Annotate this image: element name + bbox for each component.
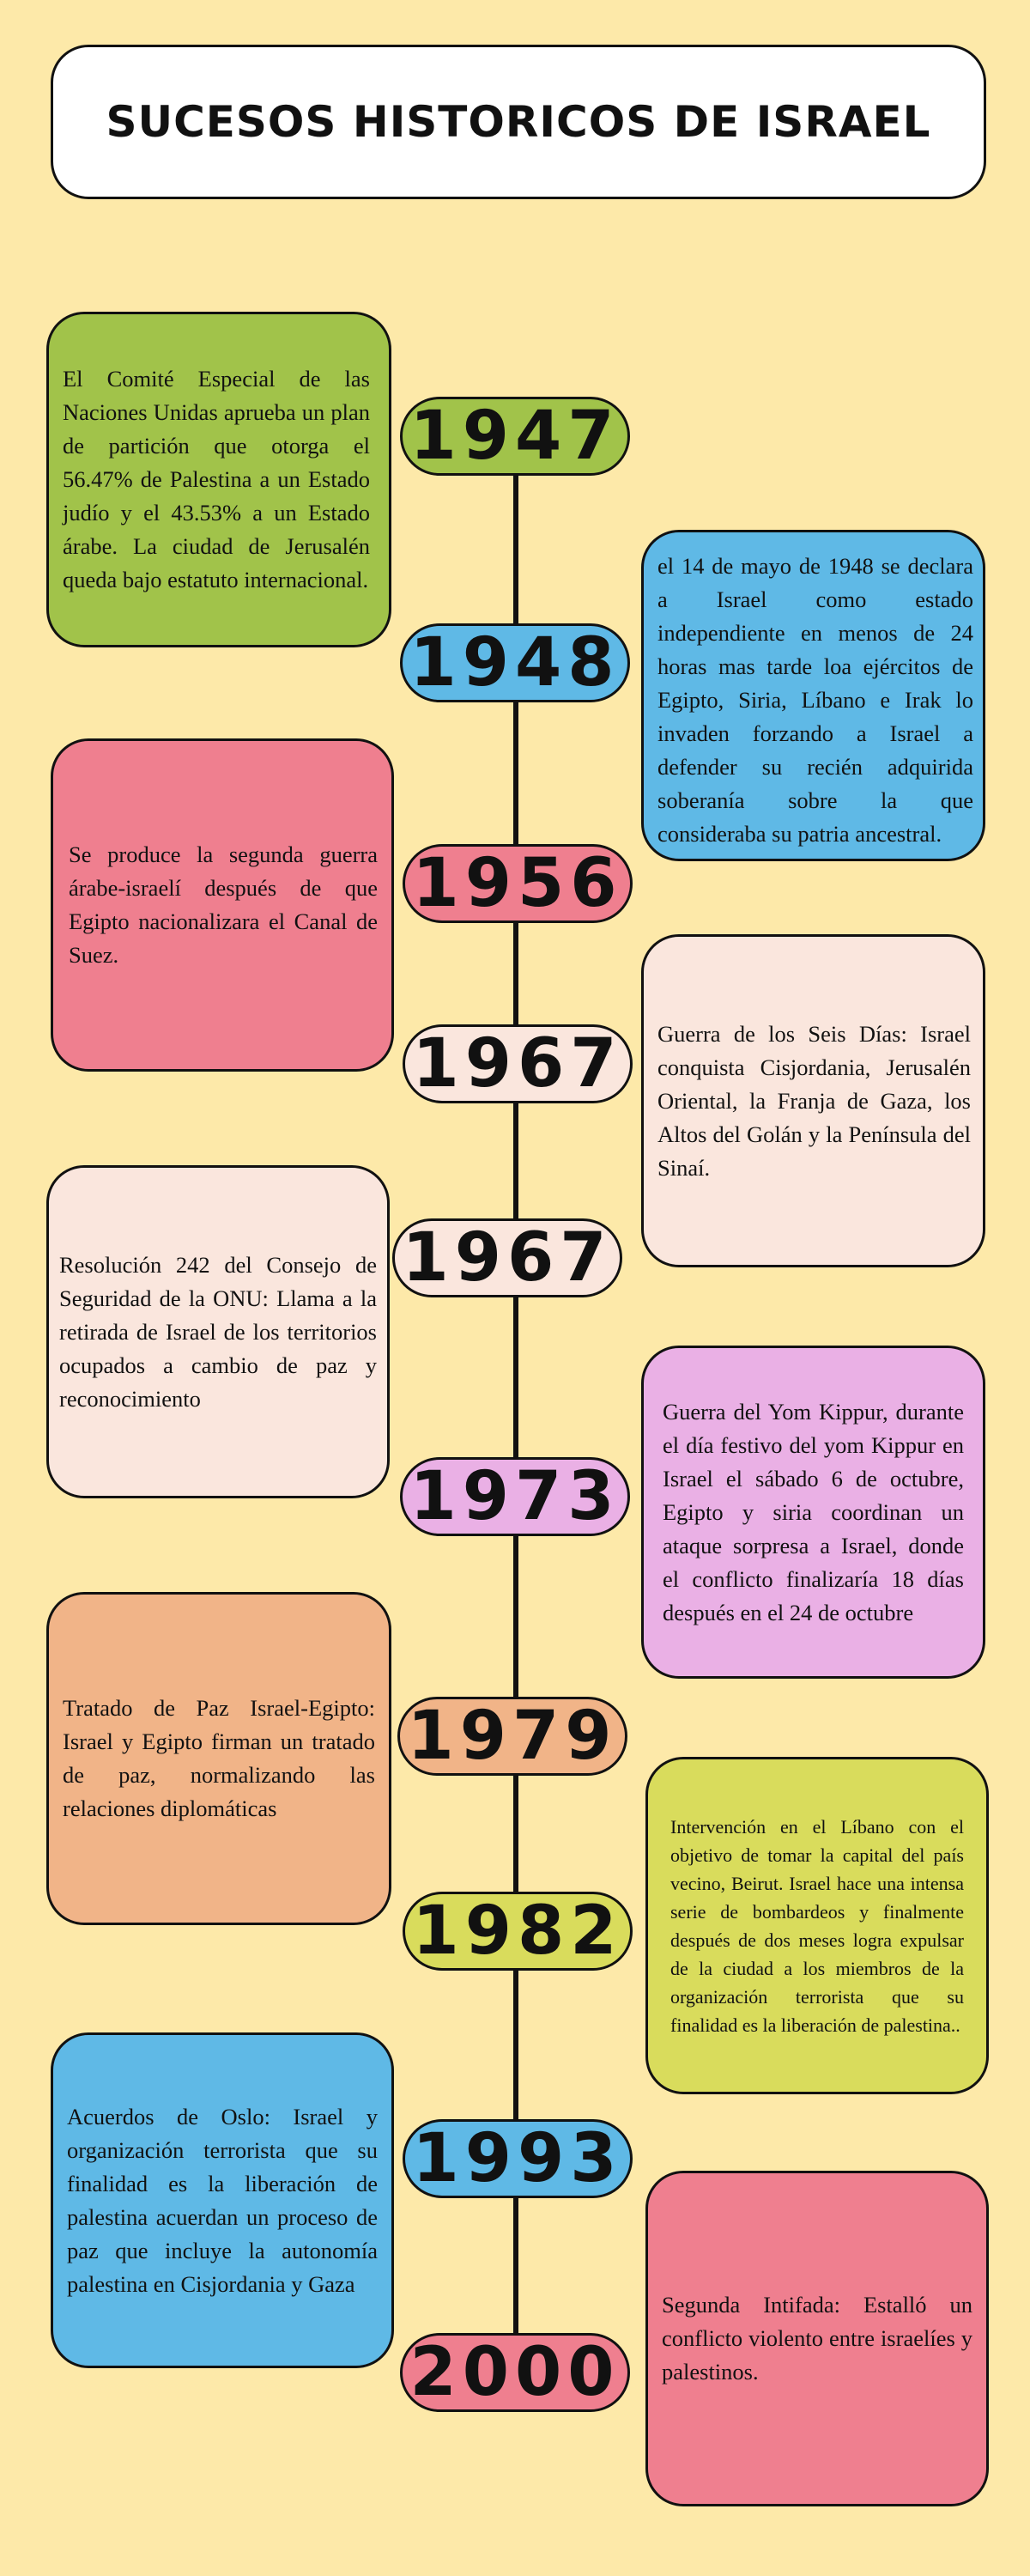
event-card-1967-six-day-war bbox=[641, 934, 985, 1267]
event-card-1956 bbox=[51, 738, 394, 1072]
event-text-1982: Intervención en el Líbano con el objetivo de tomar la capital del país vecino, Beirut. Israel hace una intensa serie de bombardeos y finalmente después de dos meses logra expulsar de la ciudad a los miembros de la organización terrorista que su finalidad es la liberación de palestina.. bbox=[670, 1815, 964, 2036]
timeline-line bbox=[513, 447, 518, 2379]
year-1973-pill: 1973 bbox=[400, 1457, 630, 1536]
event-card-1947 bbox=[46, 312, 391, 647]
year-1967-second-pill: 1967 bbox=[392, 1218, 622, 1297]
event-card-2000 bbox=[645, 2171, 989, 2506]
page-title: SUCESOS HISTORICOS DE ISRAEL bbox=[106, 97, 931, 147]
event-text-1973: Guerra del Yom Kippur, durante el día festivo del yom Kippur en Israel el sábado 6 de octubre, Egipto y siria coordinan un ataque sorpresa a Israel, donde el conflicto finalizaría 18 días después en el 24 de octubre bbox=[663, 1398, 964, 1625]
year-1982-pill: 1982 bbox=[403, 1892, 633, 1971]
event-text-1967-six-day-war: Guerra de los Seis Días: Israel conquista Cisjordania, Jerusalén Oriental, la Franja de Gaza, los Altos del Golán y la Península del Sinaí. bbox=[657, 1020, 971, 1181]
event-text-1979: Tratado de Paz Israel-Egipto: Israel y Egipto firman un tratado de paz, normalizando las relaciones diplomáticas bbox=[63, 1695, 375, 1821]
event-card-1973 bbox=[641, 1346, 985, 1679]
title-banner bbox=[51, 45, 986, 199]
event-text-2000: Segunda Intifada: Estalló un conflicto violento entre israelíes y palestinos. bbox=[662, 2292, 972, 2385]
event-text-1993: Acuerdos de Oslo: Israel y organización terrorista que su finalidad es la liberación de palestina acuerdan un proceso de paz que incluye la autonomía palestina en Cisjordania y Gaza bbox=[67, 2103, 378, 2297]
event-text-1947: El Comité Especial de las Naciones Unidas aprueba un plan de partición que otorga el 56.47% de Palestina a un Estado judío y el 43.53% a un Estado árabe. La ciudad de Jerusalén queda bajo estatuto internacional. bbox=[63, 366, 370, 592]
year-1967-pill: 1967 bbox=[403, 1024, 633, 1103]
event-card-1979 bbox=[46, 1592, 391, 1925]
event-text-1948: el 14 de mayo de 1948 se declara a Israel como estado independiente en menos de 24 horas mas tarde loa ejércitos de Egipto, Siria, Líbano e Irak lo invaden forzando a Israel a defender su recién adquirida soberanía sobre la que consideraba su patria ancestral. bbox=[657, 553, 973, 847]
year-1947-pill: 1947 bbox=[400, 397, 630, 476]
year-1948-pill: 1948 bbox=[400, 623, 630, 702]
year-1979-pill: 1979 bbox=[397, 1697, 627, 1776]
event-card-1948 bbox=[641, 530, 985, 861]
event-card-1993 bbox=[51, 2032, 394, 2368]
year-2000-pill: 2000 bbox=[400, 2333, 630, 2412]
year-1993-pill: 1993 bbox=[403, 2119, 633, 2198]
event-card-1967-resolution-242 bbox=[46, 1165, 390, 1498]
event-text-1956: Se produce la segunda guerra árabe-israelí después de que Egipto nacionalizara el Canal de Suez. bbox=[69, 841, 378, 968]
event-card-1982 bbox=[645, 1757, 989, 2094]
event-text-1967-resolution-242: Resolución 242 del Consejo de Seguridad de la ONU: Llama a la retirada de Israel de los territorios ocupados a cambio de paz y reconocimiento bbox=[59, 1251, 377, 1412]
year-1956-pill: 1956 bbox=[403, 844, 633, 923]
